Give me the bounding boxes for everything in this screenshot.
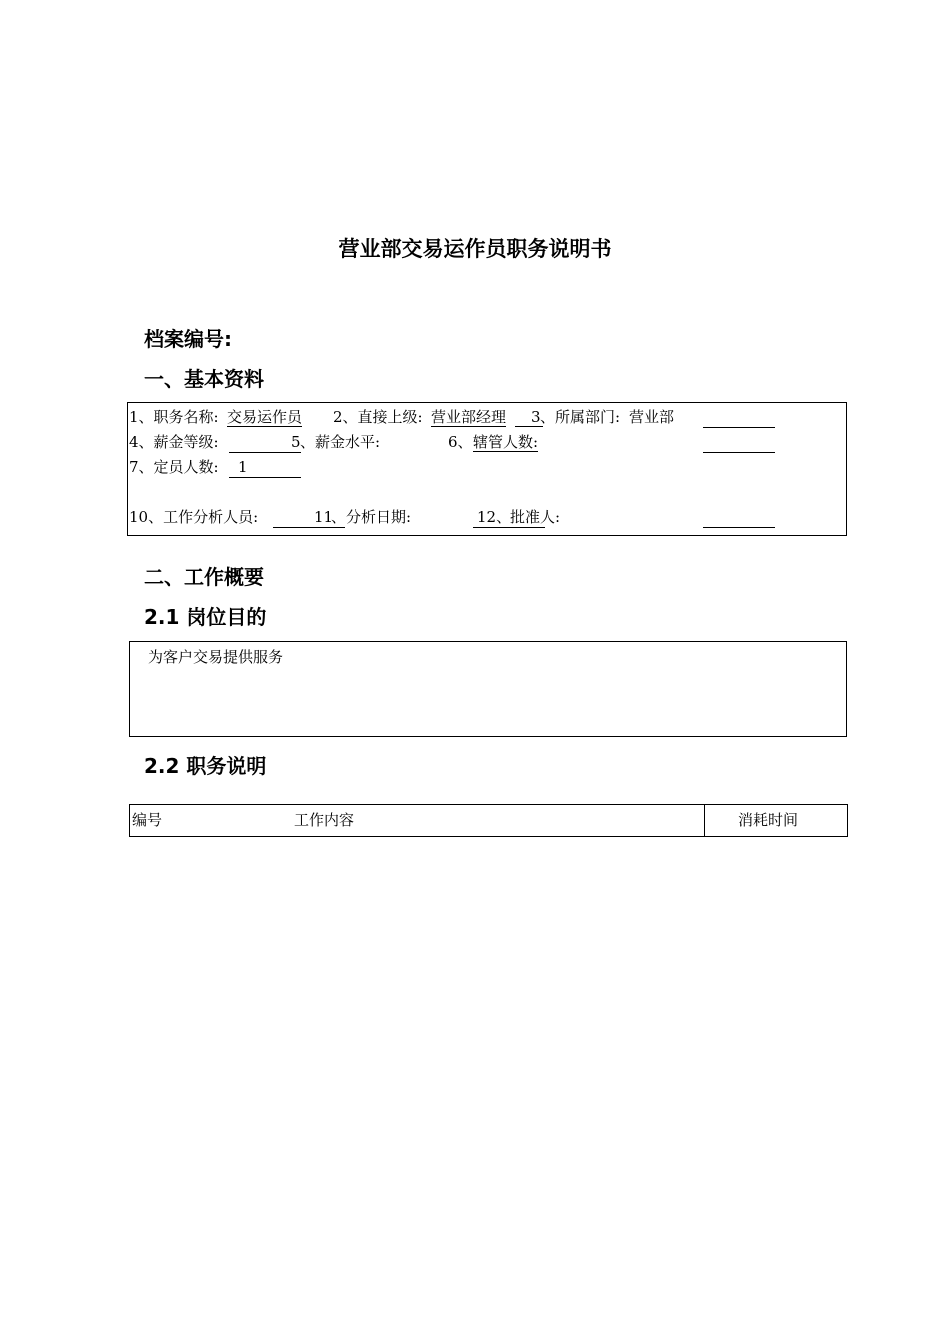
duties-heading: 2.2 职务说明 <box>144 754 267 778</box>
analysis-date-num: 11 <box>314 508 334 526</box>
duties-table-divider <box>704 804 705 837</box>
section2-heading: 二、工作概要 <box>144 565 264 589</box>
file-number-label: 档案编号: <box>144 327 232 351</box>
supervisor-value: 营业部经理 <box>431 408 507 426</box>
headcount-label: 7、定员人数: <box>129 458 219 476</box>
analysis-date-blank <box>473 527 545 528</box>
row2-blank-line <box>703 452 775 453</box>
department-label: 、所属部门: <box>540 408 621 426</box>
col-number-header: 编号 <box>132 811 163 829</box>
salary-grade-blank <box>229 452 301 453</box>
department-value: 营业部 <box>629 408 675 426</box>
purpose-heading: 2.1 岗位目的 <box>144 605 267 629</box>
approver-blank <box>703 527 775 528</box>
subordinates-num: 6、 <box>448 433 473 451</box>
job-title-label: 1、职务名称: <box>129 408 219 426</box>
department-label-num: 3 <box>531 408 541 426</box>
approver-label: 批准人: <box>510 508 561 526</box>
row1-blank-line <box>703 427 775 428</box>
job-title-value: 交易运作员 <box>227 408 303 426</box>
analysis-date-label: 、分析日期: <box>331 508 412 526</box>
headcount-underline <box>229 477 301 478</box>
salary-level-label: 、薪金水平: <box>300 433 381 451</box>
section1-heading: 一、基本资料 <box>144 367 264 391</box>
supervisor-underline-extension <box>515 426 543 427</box>
purpose-text: 为客户交易提供服务 <box>148 648 284 666</box>
col-time-header: 消耗时间 <box>738 811 799 829</box>
analyst-blank <box>273 527 345 528</box>
col-content-header: 工作内容 <box>294 811 355 829</box>
approver-num: 12、 <box>477 508 512 526</box>
salary-grade-label: 4、薪金等级: <box>129 433 219 451</box>
salary-level-num: 5 <box>291 433 301 451</box>
analyst-label: 10、工作分析人员: <box>129 508 259 526</box>
page-title: 营业部交易运作员职务说明书 <box>338 237 612 261</box>
headcount-value: 1 <box>238 458 248 476</box>
supervisor-label: 2、直接上级: <box>333 408 423 426</box>
subordinates-label: 辖管人数: <box>473 433 539 451</box>
